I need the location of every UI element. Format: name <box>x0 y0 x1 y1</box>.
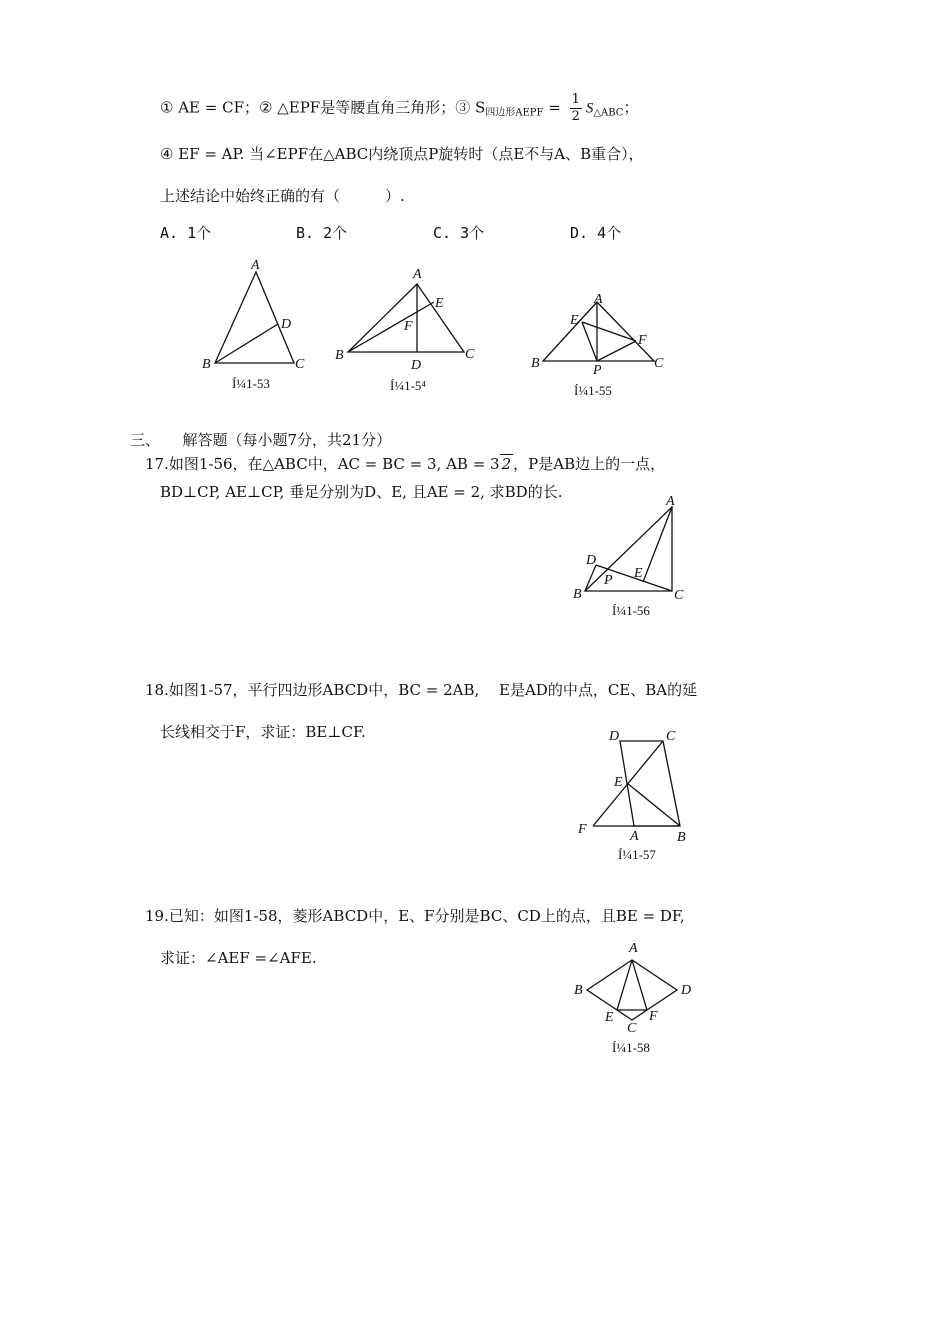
label-c: C <box>295 357 305 372</box>
segment-af <box>632 960 647 1010</box>
figure-caption: Í¼1-55 <box>574 383 612 398</box>
q16-triangle-subscript: △ABC <box>593 107 624 119</box>
label-p: P <box>604 573 613 588</box>
figure-1-57 <box>570 725 700 865</box>
q17-line1-text: 17.如图1-56，在△ABC中，AC = BC = 3, AB = 3 <box>145 455 500 473</box>
triangle-abc <box>543 302 654 361</box>
label-a: A <box>594 292 603 307</box>
segment-ef <box>582 322 636 341</box>
q16-line1-end: ； <box>623 98 639 117</box>
q16-equals: = <box>548 98 561 117</box>
label-d: D <box>411 358 422 373</box>
option-b: B. 2个 <box>296 224 348 242</box>
label-f: F <box>404 319 413 334</box>
label-e: E <box>435 296 444 311</box>
label-c: C <box>465 347 475 362</box>
label-e: E <box>634 566 643 581</box>
figure-1-53 <box>190 250 320 400</box>
fraction-numerator: 1 <box>571 92 580 107</box>
label-b: B <box>202 357 211 372</box>
label-e: E <box>605 1010 614 1025</box>
figure-caption: Í¼1-57 <box>618 847 656 862</box>
label-p: P <box>593 363 602 378</box>
q16-area-subscript: 四边形AEPF <box>485 107 544 119</box>
label-d: D <box>609 729 620 744</box>
label-c: C <box>627 1021 637 1036</box>
label-b: B <box>335 348 344 363</box>
label-a: A <box>251 258 260 273</box>
segment-bd <box>585 565 596 591</box>
segment-ae <box>617 960 632 1010</box>
label-e: E <box>614 775 623 790</box>
label-f: F <box>578 822 587 837</box>
label-c: C <box>666 729 676 744</box>
figure-caption: Í¼1-5⁴ <box>390 378 426 393</box>
label-b: B <box>574 983 583 998</box>
rhombus-abcd <box>587 960 677 1020</box>
segment-pe <box>582 322 597 361</box>
q16-statement-line1 <box>160 92 638 125</box>
figure-caption: Í¼1-56 <box>612 603 650 618</box>
q19-line2: 求证：∠AEF =∠AFE. <box>160 949 317 967</box>
q16-area-symbol: S <box>585 100 594 117</box>
label-d: D <box>281 317 292 332</box>
figure-caption: Í¼1-58 <box>612 1040 650 1055</box>
label-b: B <box>573 587 582 602</box>
q17-line1 <box>145 454 665 474</box>
section-heading: 三、 解答题（每小题7分，共21分） <box>130 431 392 449</box>
figure-1-55 <box>530 288 680 403</box>
label-b: B <box>531 356 540 371</box>
label-c: C <box>654 356 664 371</box>
label-d: D <box>681 983 692 998</box>
option-c: C. 3个 <box>433 224 485 242</box>
label-f: F <box>638 333 647 348</box>
fraction-denominator: 2 <box>571 109 580 124</box>
q19-line1: 19.已知：如图1-58，菱形ABCD中，E、F分别是BC、CD上的点，且BE = DF, <box>145 907 685 925</box>
label-a: A <box>413 267 422 282</box>
segment-pf <box>597 341 636 361</box>
q16-fraction <box>570 92 582 125</box>
figure-1-58 <box>570 940 700 1060</box>
label-f: F <box>649 1009 658 1024</box>
label-b: B <box>677 830 686 845</box>
label-d: D <box>586 553 597 568</box>
sqrt-radicand: 2 <box>501 455 512 473</box>
label-a: A <box>666 494 675 509</box>
label-e: E <box>570 313 579 328</box>
option-d: D. 4个 <box>570 224 622 242</box>
label-a: A <box>630 829 639 844</box>
figure-caption: Í¼1-53 <box>232 376 270 391</box>
figure-1-54 <box>330 262 490 402</box>
q16-statement-line2: ④ EF = AP. 当∠EPF在△ABC内绕顶点P旋转时（点E不与A、B重合）， <box>160 145 644 163</box>
label-a: A <box>629 941 638 956</box>
q17-line1-end: ，P是AB边上的一点， <box>513 455 666 473</box>
label-c: C <box>674 588 684 603</box>
q17-line2: BD⊥CP, AE⊥CP, 垂足分别为D、E, 且AE = 2, 求BD的长. <box>160 483 563 501</box>
q16-line1-text: ① AE = CF；② △EPF是等腰直角三角形；③ S <box>160 98 486 117</box>
q18-line2: 长线相交于F，求证：BE⊥CF. <box>160 723 366 741</box>
figure-1-56 <box>565 490 705 625</box>
q18-line1: 18.如图1-57，平行四边形ABCD中，BC = 2AB, E是AD的中点，CE、BA的延 <box>145 681 698 699</box>
q16-statement-line3: 上述结论中始终正确的有（ ）. <box>160 187 405 205</box>
parallelogram-abcd <box>620 741 680 826</box>
option-a: A. 1个 <box>160 224 212 242</box>
segment-ae <box>643 507 672 582</box>
triangle-abc <box>585 507 672 591</box>
